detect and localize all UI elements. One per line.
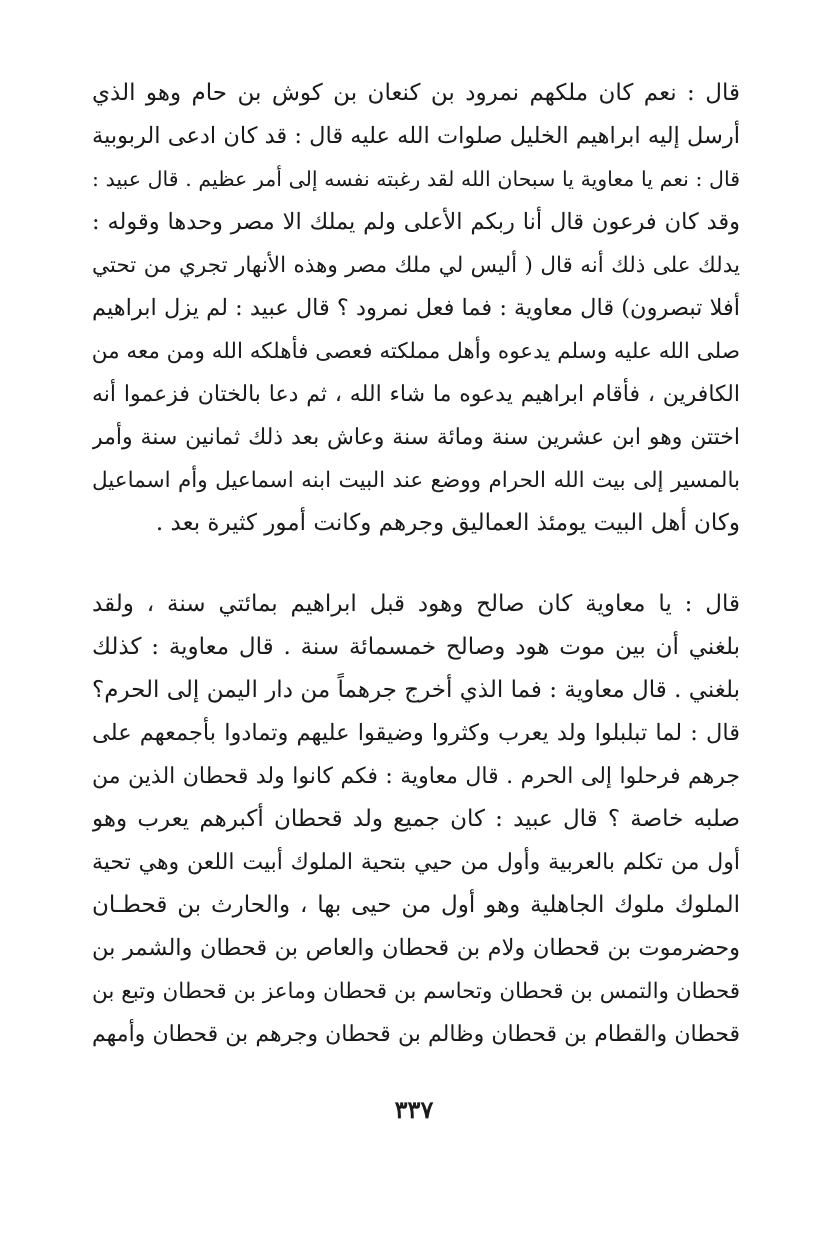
- paragraph-1: [92, 72, 740, 545]
- text-line: وقد كان فرعون قال أنا ربكم الأعلى ولم يملك الا مصر وحدها وقوله :: [92, 209, 740, 235]
- text-line: قال : نعم يا معاوية يا سبحان الله لقد رغبته نفسه إلى أمر عظيم . قال عبيد :: [92, 167, 740, 191]
- text-line: قحطان والقطام بن قحطان وظالم بن قحطان وجرهم بن قحطان وأمهم: [92, 1022, 740, 1047]
- text-line: صلى الله عليه وسلم يدعوه وأهل مملكته فعصى فأهلكه الله ومن معه من: [92, 339, 740, 364]
- page-number: ٣٣٧: [394, 1095, 434, 1124]
- text-line: جرهم فرحلوا إلى الحرم . قال معاوية : فكم كانوا ولد قحطان الذين من: [92, 764, 740, 789]
- text-line: بالمسير إلى بيت الله الحرام ووضع عند البيت ابنه اسماعيل وأم اسماعيل: [92, 468, 740, 493]
- text-line: قال : يا معاوية كان صالح وهود قبل ابراهيم بمائتي سنة ، ولقد: [92, 591, 740, 617]
- text-line: وحضرموت بن قحطان ولام بن قحطان والعاص بن قحطان والشمر بن: [92, 935, 740, 961]
- text-line: قال : نعم كان ملكهم نمرود بن كنعان بن كوش بن حام وهو الذي: [92, 80, 740, 106]
- text-line: أفلا تبصرون) قال معاوية : فما فعل نمرود ؟ قال عبيد : لم يزل ابراهيم: [92, 295, 740, 321]
- text-line: قال : لما تبلبلوا ولد يعرب وكثروا وضيقوا عليهم وتمادوا بأجمعهم على: [92, 720, 740, 746]
- text-line: صلبه خاصة ؟ قال عبيد : كان جميع ولد قحطان أكبرهم يعرب وهو: [92, 806, 740, 832]
- text-line: الكافرين ، فأقام ابراهيم يدعوه ما شاء الله ، ثم دعا بالختان فزعموا أنه: [92, 382, 740, 407]
- text-line: بلغني . قال معاوية : فما الذي أخرج جرهماً من دار اليمن إلى الحرم؟: [92, 677, 740, 703]
- text-line: الملوك ملوك الجاهلية وهو أول من حيى بها ، والحارث بن قحطـان: [92, 892, 740, 918]
- text-line: أرسل إليه ابراهيم الخليل صلوات الله عليه قال : قد كان ادعى الربوبية: [92, 123, 740, 149]
- text-line: وكان أهل البيت يومئذ العماليق وجرهم وكانت أمور كثيرة بعد .: [155, 510, 740, 536]
- text-line: قحطان والتمس بن قحطان وتحاسم بن قحطان وماعز بن قحطان وتبع بن: [92, 979, 740, 1004]
- text-line: أول من تكلم بالعربية وأول من حيي بتحية الملوك أبيت اللعن وهي تحية: [92, 850, 740, 875]
- paragraph-2: [92, 583, 740, 1056]
- text-line: اختتن وهو ابن عشرين سنة ومائة سنة وعاش بعد ذلك ثمانين سنة وأمر: [92, 425, 740, 450]
- text-line: يدلك على ذلك أنه قال ( أليس لي ملك مصر وهذه الأنهار تجري من تحتي: [92, 253, 740, 278]
- text-line: بلغني أن بين موت هود وصالح خمسمائة سنة . قال معاوية : كذلك: [92, 634, 740, 660]
